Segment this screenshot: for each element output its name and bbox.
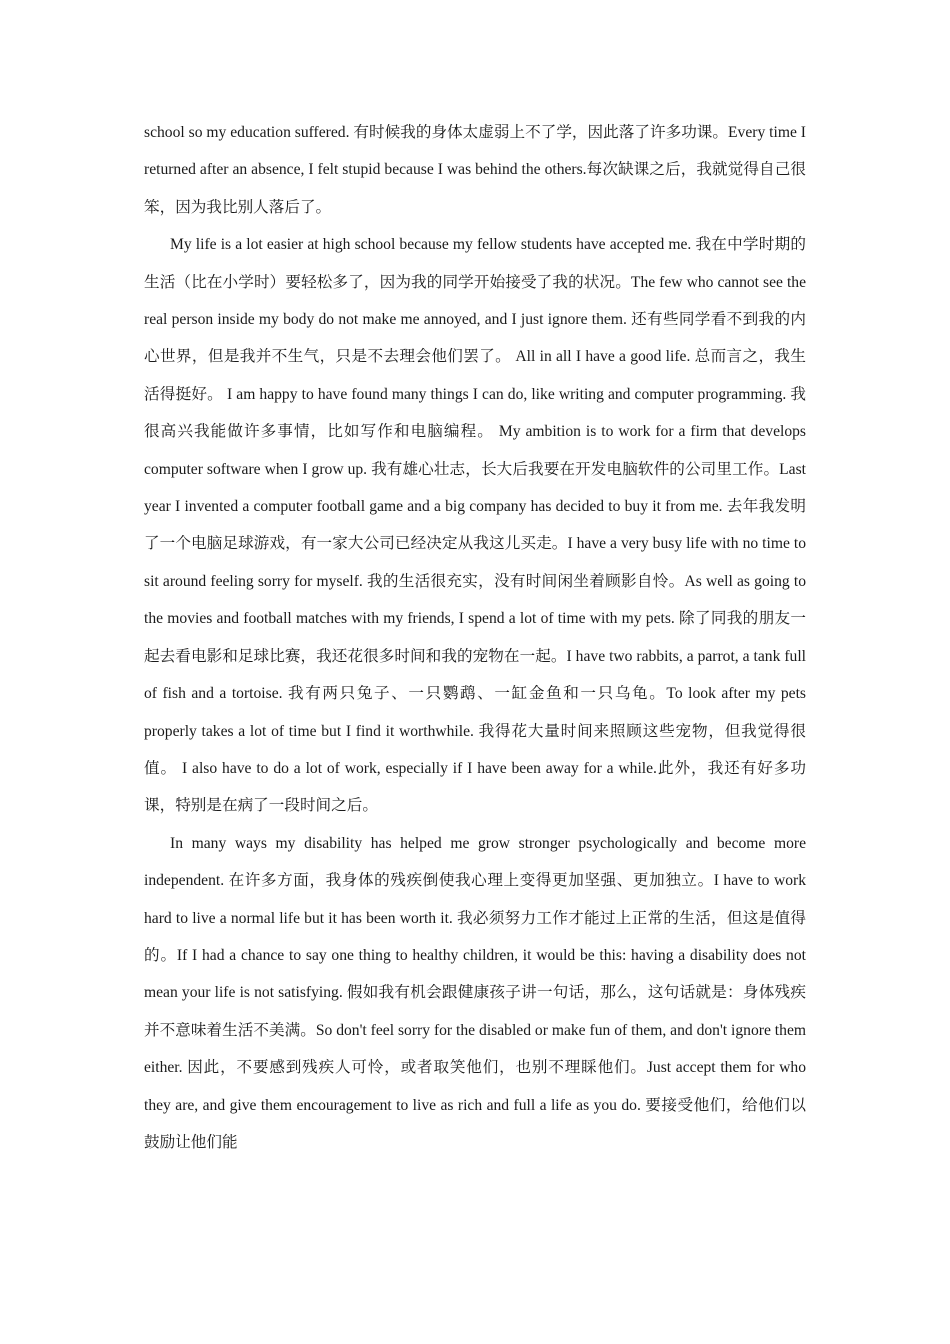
paragraph-2: My life is a lot easier at high school because my fellow students have accepted me. 我在中学时期的生活（比在小学时）要轻松多了，因为我的同学开始接受了我的状况。The few who cannot see the real person inside my body do not make me annoyed, and I just ignore them. 还有些同学看不到我的内心世界，但是我并不生气，只是不去理会他们罢了。 All in all I have a good life. 总而言之，我生活得挺好。 I am happy to have found many things I can do, like writing and computer programming. 我很高兴我能做许多事情，比如写作和电脑编程。 My ambition is to work for a firm that develops computer software when I grow up. 我有雄心壮志，长大后我要在开发电脑软件的公司里工作。Last year I invented a computer football game and a big company has decided to buy it from me. 去年我发明了一个电脑足球游戏，有一家大公司已经决定从我这儿买走。I have a very busy life with no time to sit around feeling sorry for myself. 我的生活很充实，没有时间闲坐着顾影自怜。As well as going to the movies and football matches with my friends, I spend a lot of time with my pets. 除了同我的朋友一起去看电影和足球比赛，我还花很多时间和我的宠物在一起。I have two rabbits, a parrot, a tank full of fish and a tortoise. 我有两只兔子、一只鹦鹉、一缸金鱼和一只乌龟。To look after my pets properly takes a lot of time but I find it worthwhile. 我得花大量时间来照顾这些宠物，但我觉得很值。 I also have to do a lot of work, especially if I have been away for a while.此外，我还有好多功课，特别是在病了一段时间之后。 [144,236,806,815]
paragraph-1: school so my education suffered. 有时候我的身体太虚弱上不了学，因此落了许多功课。Every time I returned after an absence, I felt stupid because I was behind the others.每次缺课之后，我就觉得自己很笨，因为我比别人落后了。 [144,124,806,216]
document-page [144,114,806,1161]
paragraph-3: In many ways my disability has helped me grow stronger psychologically and become more independent. 在许多方面，我身体的残疾倒使我心理上变得更加坚强、更加独立。I have to work hard to live a normal life but it has been worth it. 我必须努力工作才能过上正常的生活，但这是值得的。If I had a chance to say one thing to healthy children, it would be this: having a disability does not mean your life is not satisfying. 假如我有机会跟健康孩子讲一句话，那么，这句话就是：身体残疾并不意味着生活不美满。So don't feel sorry for the disabled or make fun of them, and don't ignore them either. 因此，不要感到残疾人可怜，或者取笑他们，也别不理睬他们。Just accept them for who they are, and give them encouragement to live as rich and full a life as you do. 要接受他们，给他们以鼓励让他们能 [144,834,806,1151]
